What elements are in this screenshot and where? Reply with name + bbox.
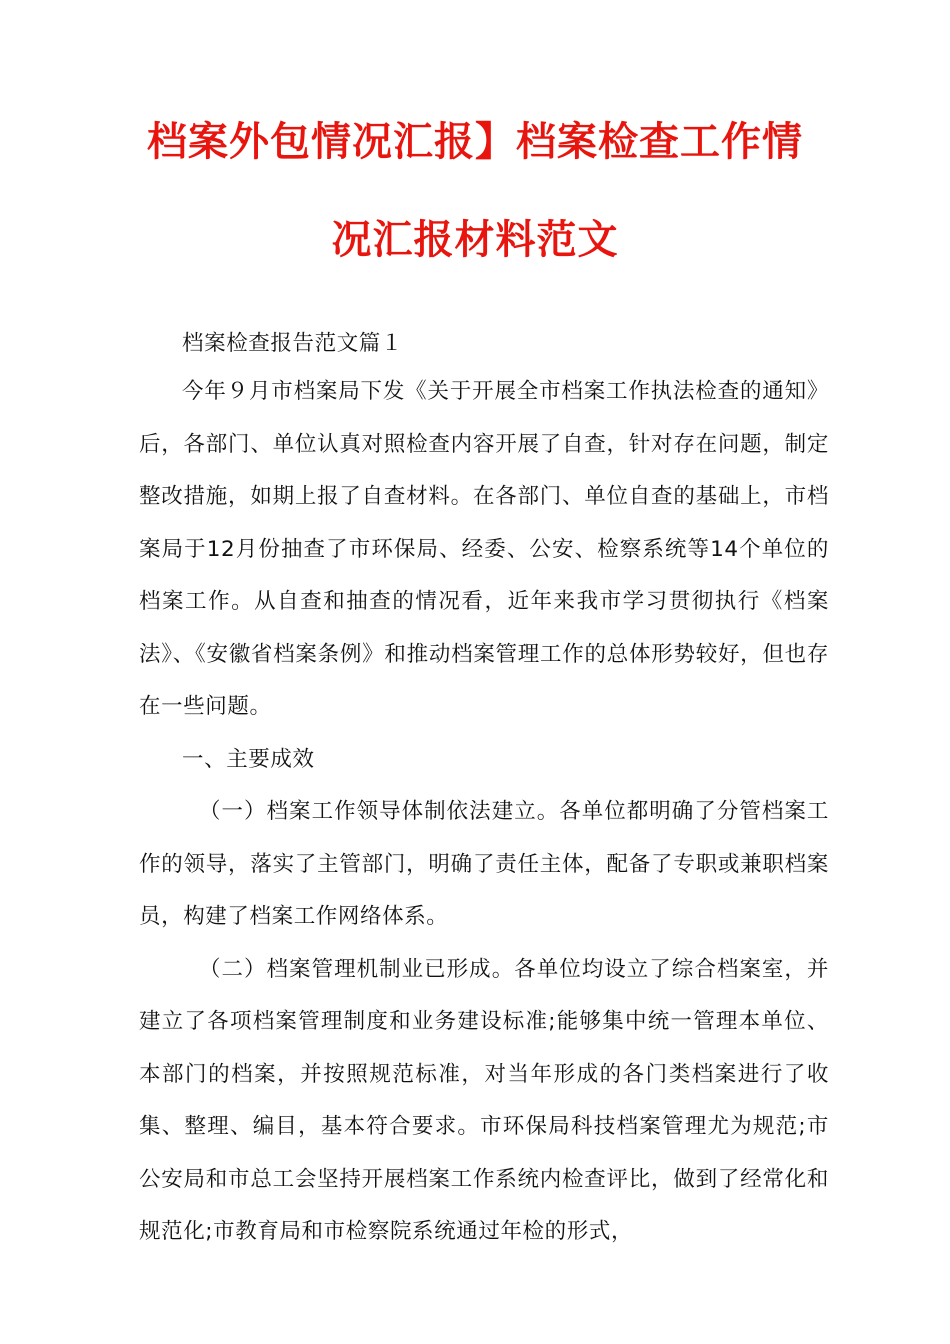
section-title: 档案检查报告范文篇１ xyxy=(182,331,404,356)
document-title-line-1: 档案外包情况汇报】档案检查工作情 xyxy=(147,119,803,165)
heading-main-achievements: 一、主要成效 xyxy=(182,746,315,772)
paragraph-leadership-system: （一）档案工作领导体制依法建立。各单位都明确了分管档案工作的领导，落实了主管部门，明确了责任主体，配备了专职或兼职档案员，构建了档案工作网络体系。 xyxy=(139,799,829,929)
paragraph-management-mechanism: （二）档案管理机制业已形成。各单位均设立了综合档案室，并建立了各项档案管理制度和业务建设标准;能够集中统一管理本单位、本部门的档案，并按照规范标准，对当年形成的各门类档案进行了收集、整理、编目，基本符合要求。市环保局科技档案管理尤为规范;市公安局和市总工会坚持开展档案工作系统内检查评比，做到了经常化和规范化;市教育局和市检察院系统通过年检的形式， xyxy=(139,956,829,1244)
document-title-line-2: 况汇报材料范文 xyxy=(331,217,619,263)
paragraph-intro: 今年９月市档案局下发《关于开展全市档案工作执法检查的通知》后，各部门、单位认真对照检查内容开展了自查，针对存在问题，制定整改措施，如期上报了自查材料。在各部门、单位自查的基础上，市档案局于12月份抽查了市环保局、经委、公安、检察系统等14个单位的档案工作。从自查和抽查的情况看，近年来我市学习贯彻执行《档案法》、《安徽省档案条例》和推动档案管理工作的总体形势较好，但也存在一些问题。 xyxy=(139,379,829,719)
body-text xyxy=(139,366,829,1259)
section-title-block xyxy=(139,318,829,371)
